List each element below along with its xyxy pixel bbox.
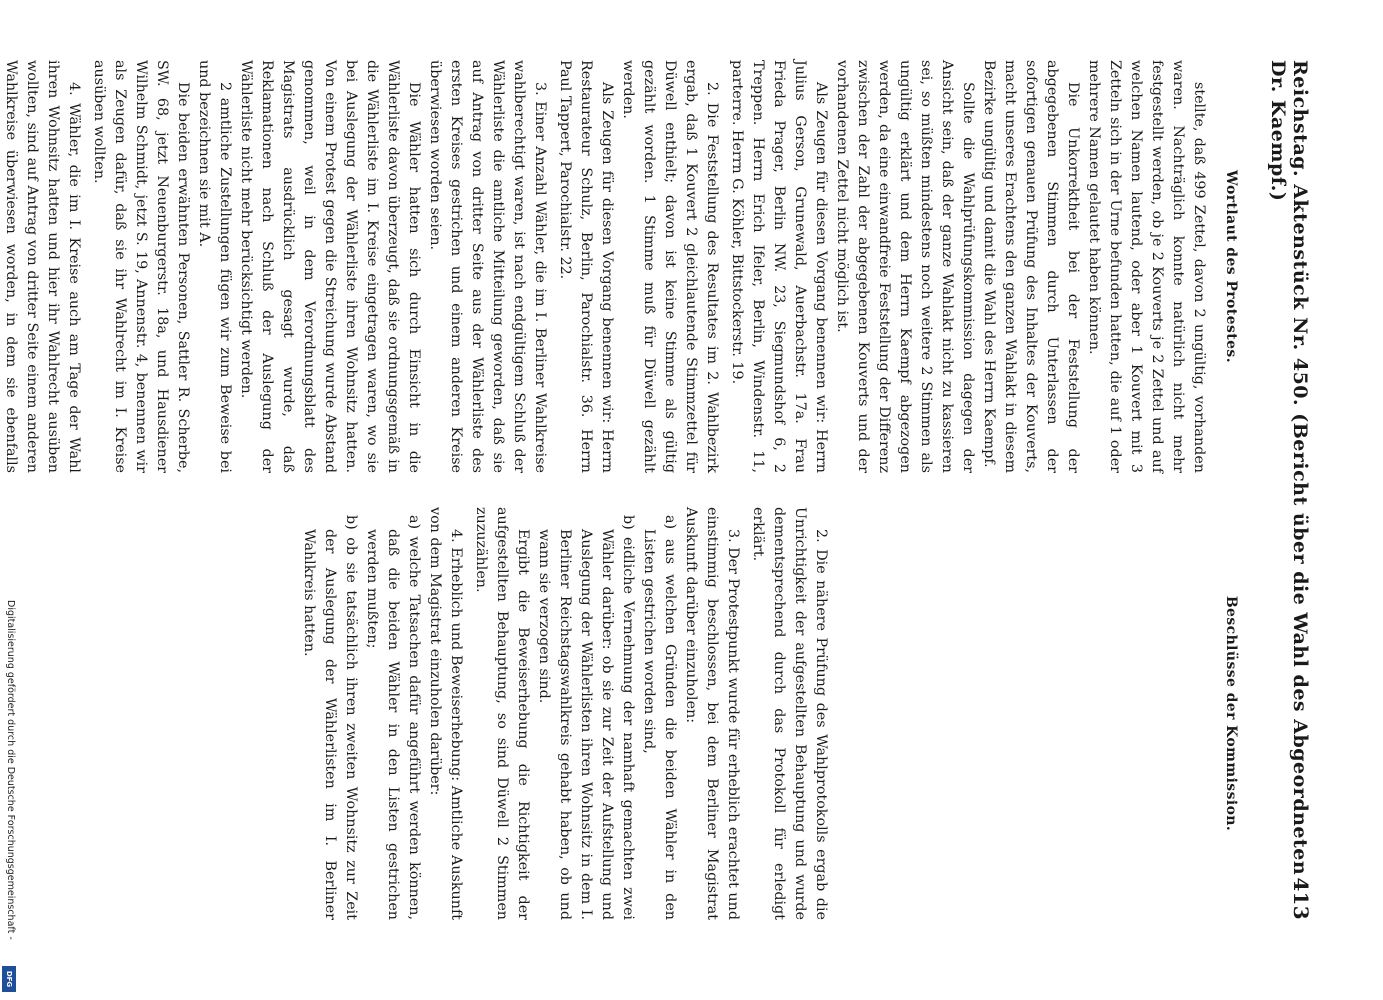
credit-text: Digitalisierung gefördert durch die Deutsche Forschungsgemeinschaft - xyxy=(5,600,16,940)
paragraph: stellte, daß 499 Zettel, davon 2 ungültig, vorhanden waren. Nachträglich konnte natürlich nicht mehr festgestellt werden, ob je 2 Kouverts je 2 Zettel und auf welchen Namen lautend, oder aber 1 Kouvert mit 3 Zetteln sich in der Urne befunden hatten, die auf 1 oder mehrere Namen gelautet haben können. xyxy=(1086,60,1207,473)
page-content xyxy=(0,60,1313,920)
paragraph: 2. Die nähere Prüfung des Wahlprotokolls ergab die Unrichtigkeit der aufgestellten Behauptung und wurde dementsprechend durch das Protokoll für erledigt erklärt. xyxy=(750,507,829,920)
paragraph: Die Wähler hatten sich durch Einsicht in die Wählerliste davon überzeugt, daß sie ordnungsgemäß in die Wählerliste im I. Kreise eingetragen waren, wo sie bei Auslegung der Wählerliste ihren Wohnsitz hatten. Von einem Protest gegen die Streichung wurde Abstand genommen, weil in dem Verordnungsblatt des Magistrats ausdrücklich gesagt wurde, daß Reklamationen nach Schluß der Auslegung der Wählerliste nicht mehr berücksichtigt werden. xyxy=(238,60,422,473)
dfg-logo xyxy=(2,966,16,992)
left-column-title: Wortlaut des Protestes. xyxy=(1223,170,1239,363)
paragraph: Ergibt die Beweiserhebung die Richtigkeit der aufgestellten Behauptung, so sind Düwell 2 Stimmen zuzuzählen. xyxy=(473,507,531,920)
paragraph: 4. Wähler, die im I. Kreise auch am Tage der Wahl ihren Wohnsitz hatten und hier ihr Wahlrecht ausüben wollten, sind auf Antrag von dritter Seite einem anderen Wahlkreise überwiesen worden, in dem sie ebenfalls xyxy=(3,60,82,473)
running-head: Reichstag. Aktenstück Nr. 450. (Bericht über die Wahl des Abgeordneten Dr. Kaempf.) xyxy=(1267,60,1311,876)
list-item: a) aus welchen Gründen die beiden Wähler in den Listen gestrichen worden sind, xyxy=(641,515,678,920)
dfg-logo-text: DFG xyxy=(5,970,13,988)
page-number: 413 xyxy=(1289,877,1313,920)
list-item: b) eidliche Vernehmung der namhaft gemachten zwei Wähler darüber: ob sie zur Zeit der Aufstellung und Auslegung der Wählerlisten ihren Wohnsitz in dem I. Berliner Reichstagswahlkreis gehabt haben, ob und wann sie verzogen sind. xyxy=(536,515,636,920)
paragraph: Die Unkorrektheit bei der Feststellung der abgegebenen Stimmen durch Unterlassen der sofortigen genauen Prüfung des Inhaltes der Kouverts, macht unseres Erachtens den ganzen Wahlakt in diesem Bezirke ungültig und damit die Wahl des Herrn Kaempf. xyxy=(981,60,1081,473)
paragraph: 3. Einer Anzahl Wähler, die im I. Berliner Wahlkreise wahlberechtigt waren, ist nach endgültigem Schluß der Wählerliste die amtliche Mitteilung geworden, daß sie auf Antrag von dritter Seite aus der Wählerliste des ersten Kreises gestrichen und einem anderen Kreise überwiesen worden seien. xyxy=(427,60,548,473)
paragraph: Als Zeugen für diesen Vorgang benennen wir: Herrn Julius Gerson, Grunewald, Auerbachstr. 17a. Frau Frieda Prager, Berlin NW. 23, Siegmundshof 6, 2 Treppen. Herrn Erich Ifeler, Berlin, Windenstr. 11, parterre. Herrn G. Köhler, Bittstockerstr. 19. xyxy=(729,60,829,473)
paragraph: Sollte die Wahlprüfungskommission dagegen der Ansicht sein, daß der ganze Wahlakt nicht zu kassieren sei, so müßten mindestens noch weitere 2 Stimmen als ungültig erklärt und dem Herrn Kaempf abgezogen werden, da eine einwandfreie Feststellung der Differenz zwischen der Zahl der abgegebenen Kouverts und der vorhandenen Zettel nicht möglich ist. xyxy=(834,60,976,473)
paragraph: Als Zeugen für diesen Vorgang benennen wir: Herrn Restaurateur Schulz, Berlin, Parochialstr. 36. Herrn Paul Tappert, Parochialstr. 22. xyxy=(557,60,615,473)
list-item: a) welche Tatsachen dafür angeführt werden können, daß die beiden Wähler in den Listen gestrichen werden mußten; xyxy=(364,515,422,920)
paragraph: Die beiden erwähnten Personen, Sattler R. Scherbe, SW. 68, jetzt Neuenburgerstr. 18a, und Hausdiener Wilhelm Schmidt, jetzt S. 19, Annenstr. 4, benennen wir als Zeugen dafür, daß sie ihr Wahlrecht im I. Kreise ausüben wollten. xyxy=(91,60,191,473)
paragraph: 2. Die Feststellung des Resultates im 2. Wahlbezirk ergab, daß 1 Kouvert 2 gleichlautende Stimmzettel für Düwell enthielt; davon ist keine Stimme als gültig gezählt worden. 1 Stimme muß für Düwell gezählt werden. xyxy=(620,60,720,473)
right-column xyxy=(0,507,1243,920)
column-spacer xyxy=(831,507,1209,920)
list-item: b) ob sie tatsächlich ihren zweiten Wohnsitz zur Zeit der Auslegung der Wählerlisten im I. Berliner Wahlkreis hatten. xyxy=(301,515,359,920)
two-column-body xyxy=(0,60,1243,920)
right-column-title: Beschlüsse der Kommission. xyxy=(1223,595,1239,832)
paragraph: 4. Erheblich und Beweiserhebung: Amtliche Auskunft von dem Magistrat einzuholen darüber: xyxy=(427,507,464,920)
paragraph: 2 amtliche Zustellungen fügen wir zum Beweise bei und bezeichnen sie mit A. xyxy=(196,60,233,473)
paragraph: 3. Der Protestpunkt wurde für erheblich erachtet und einstimmig beschlossen, bei dem Berliner Magistrat Auskunft darüber einzuholen: xyxy=(683,507,741,920)
digitization-credit xyxy=(4,600,16,990)
page-header xyxy=(1257,60,1313,920)
left-column xyxy=(0,60,1243,473)
